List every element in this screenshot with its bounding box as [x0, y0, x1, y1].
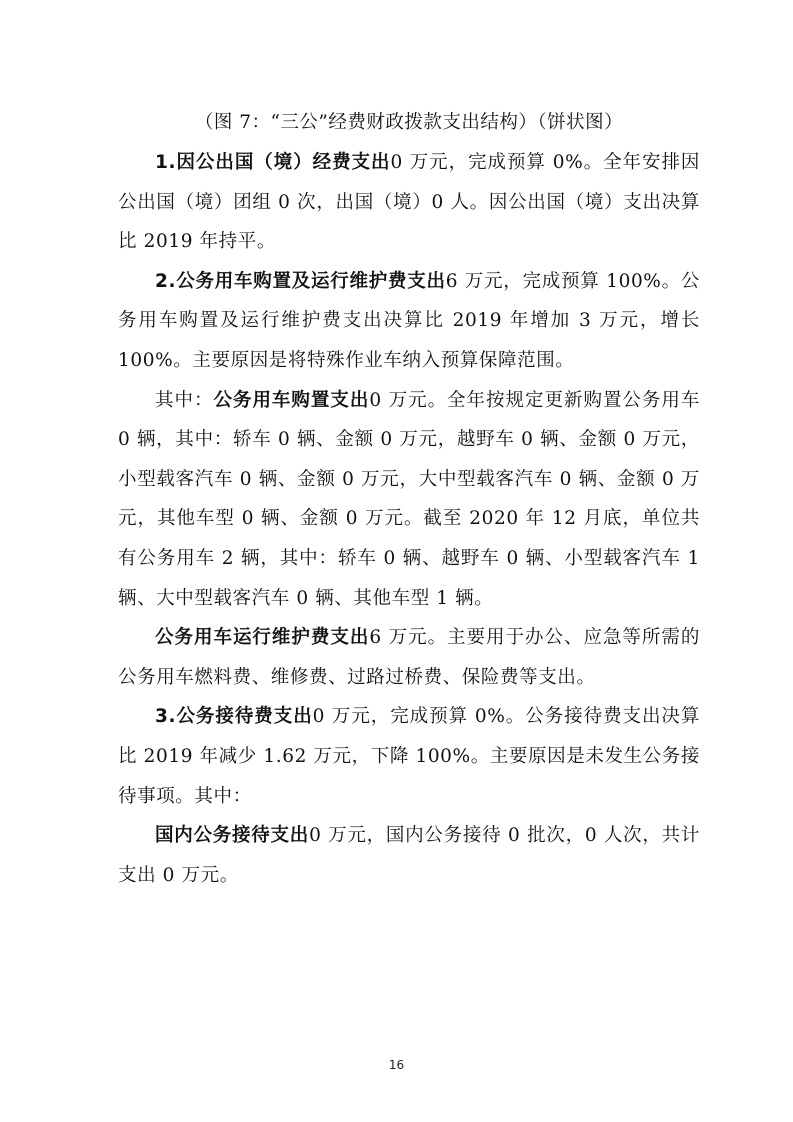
page-number: 16 — [388, 1058, 405, 1072]
paragraph-reception-expense — [118, 697, 700, 816]
paragraph-text: 0 万元，国内公务接待 0 批次，0 人次，共计支出 0 万元。 — [118, 825, 700, 886]
paragraph-vehicle-expense — [118, 262, 700, 381]
paragraph-heading: 2.公务用车购置及运行维护费支出 — [155, 270, 446, 292]
paragraph-text: 0 万元，完成预算 0%。公务接待费支出决算比 2019 年减少 1.62 万元，下降 100%。主要原因是未发生公务接待事项。其中： — [118, 706, 700, 807]
paragraph-heading: 公务用车运行维护费支出 — [155, 627, 370, 649]
paragraph-domestic-reception — [118, 816, 700, 895]
paragraph-text: 0 万元，完成预算 0%。全年安排因公出国（境）团组 0 次，出国（境）0 人。因公出国（境）支出决算比 2019 年持平。 — [118, 152, 701, 253]
paragraph-text: 6 万元，完成预算 100%。公务用车购置及运行维护费支出决算比 2019 年增加 3 万元，增长 100%。主要原因是将特殊作业车纳入预算保障范围。 — [118, 270, 700, 371]
paragraph-text: 0 万元。全年按规定更新购置公务用车 0 辆，其中：轿车 0 辆、金额 0 万元，越野车 0 辆、金额 0 万元，小型载客汽车 0 辆、金额 0 万元，大中型载客汽车 0 辆、金额 0 万元，其他车型 0 辆、金额 0 万元。截至 2020 年 12 月底，单位共有公务用车 2 辆，其中：轿车 0 辆、越野车 0 辆、小型载客汽车 1 辆、大中型载客汽车 0 辆、其他车型 1 辆。 — [118, 389, 700, 609]
paragraph-heading: 国内公务接待支出 — [155, 825, 310, 847]
document-body — [118, 103, 700, 895]
paragraph-heading: 1.因公出国（境）经费支出 — [155, 152, 391, 173]
figure-caption: （图 7：“三公”经费财政拨款支出结构）（饼状图） — [194, 112, 624, 133]
paragraph-heading: 3.公务接待费支出 — [155, 706, 313, 728]
paragraph-vehicle-maintenance — [118, 618, 700, 697]
paragraph-text: 6 万元。主要用于办公、应急等所需的公务用车燃料费、维修费、过路过桥费、保险费等支出。 — [118, 627, 700, 688]
paragraph-overseas-expense — [118, 143, 700, 262]
paragraph-prefix: 其中： — [155, 389, 214, 411]
paragraph-heading: 公务用车购置支出 — [213, 389, 370, 411]
paragraph-vehicle-purchase — [118, 381, 700, 619]
